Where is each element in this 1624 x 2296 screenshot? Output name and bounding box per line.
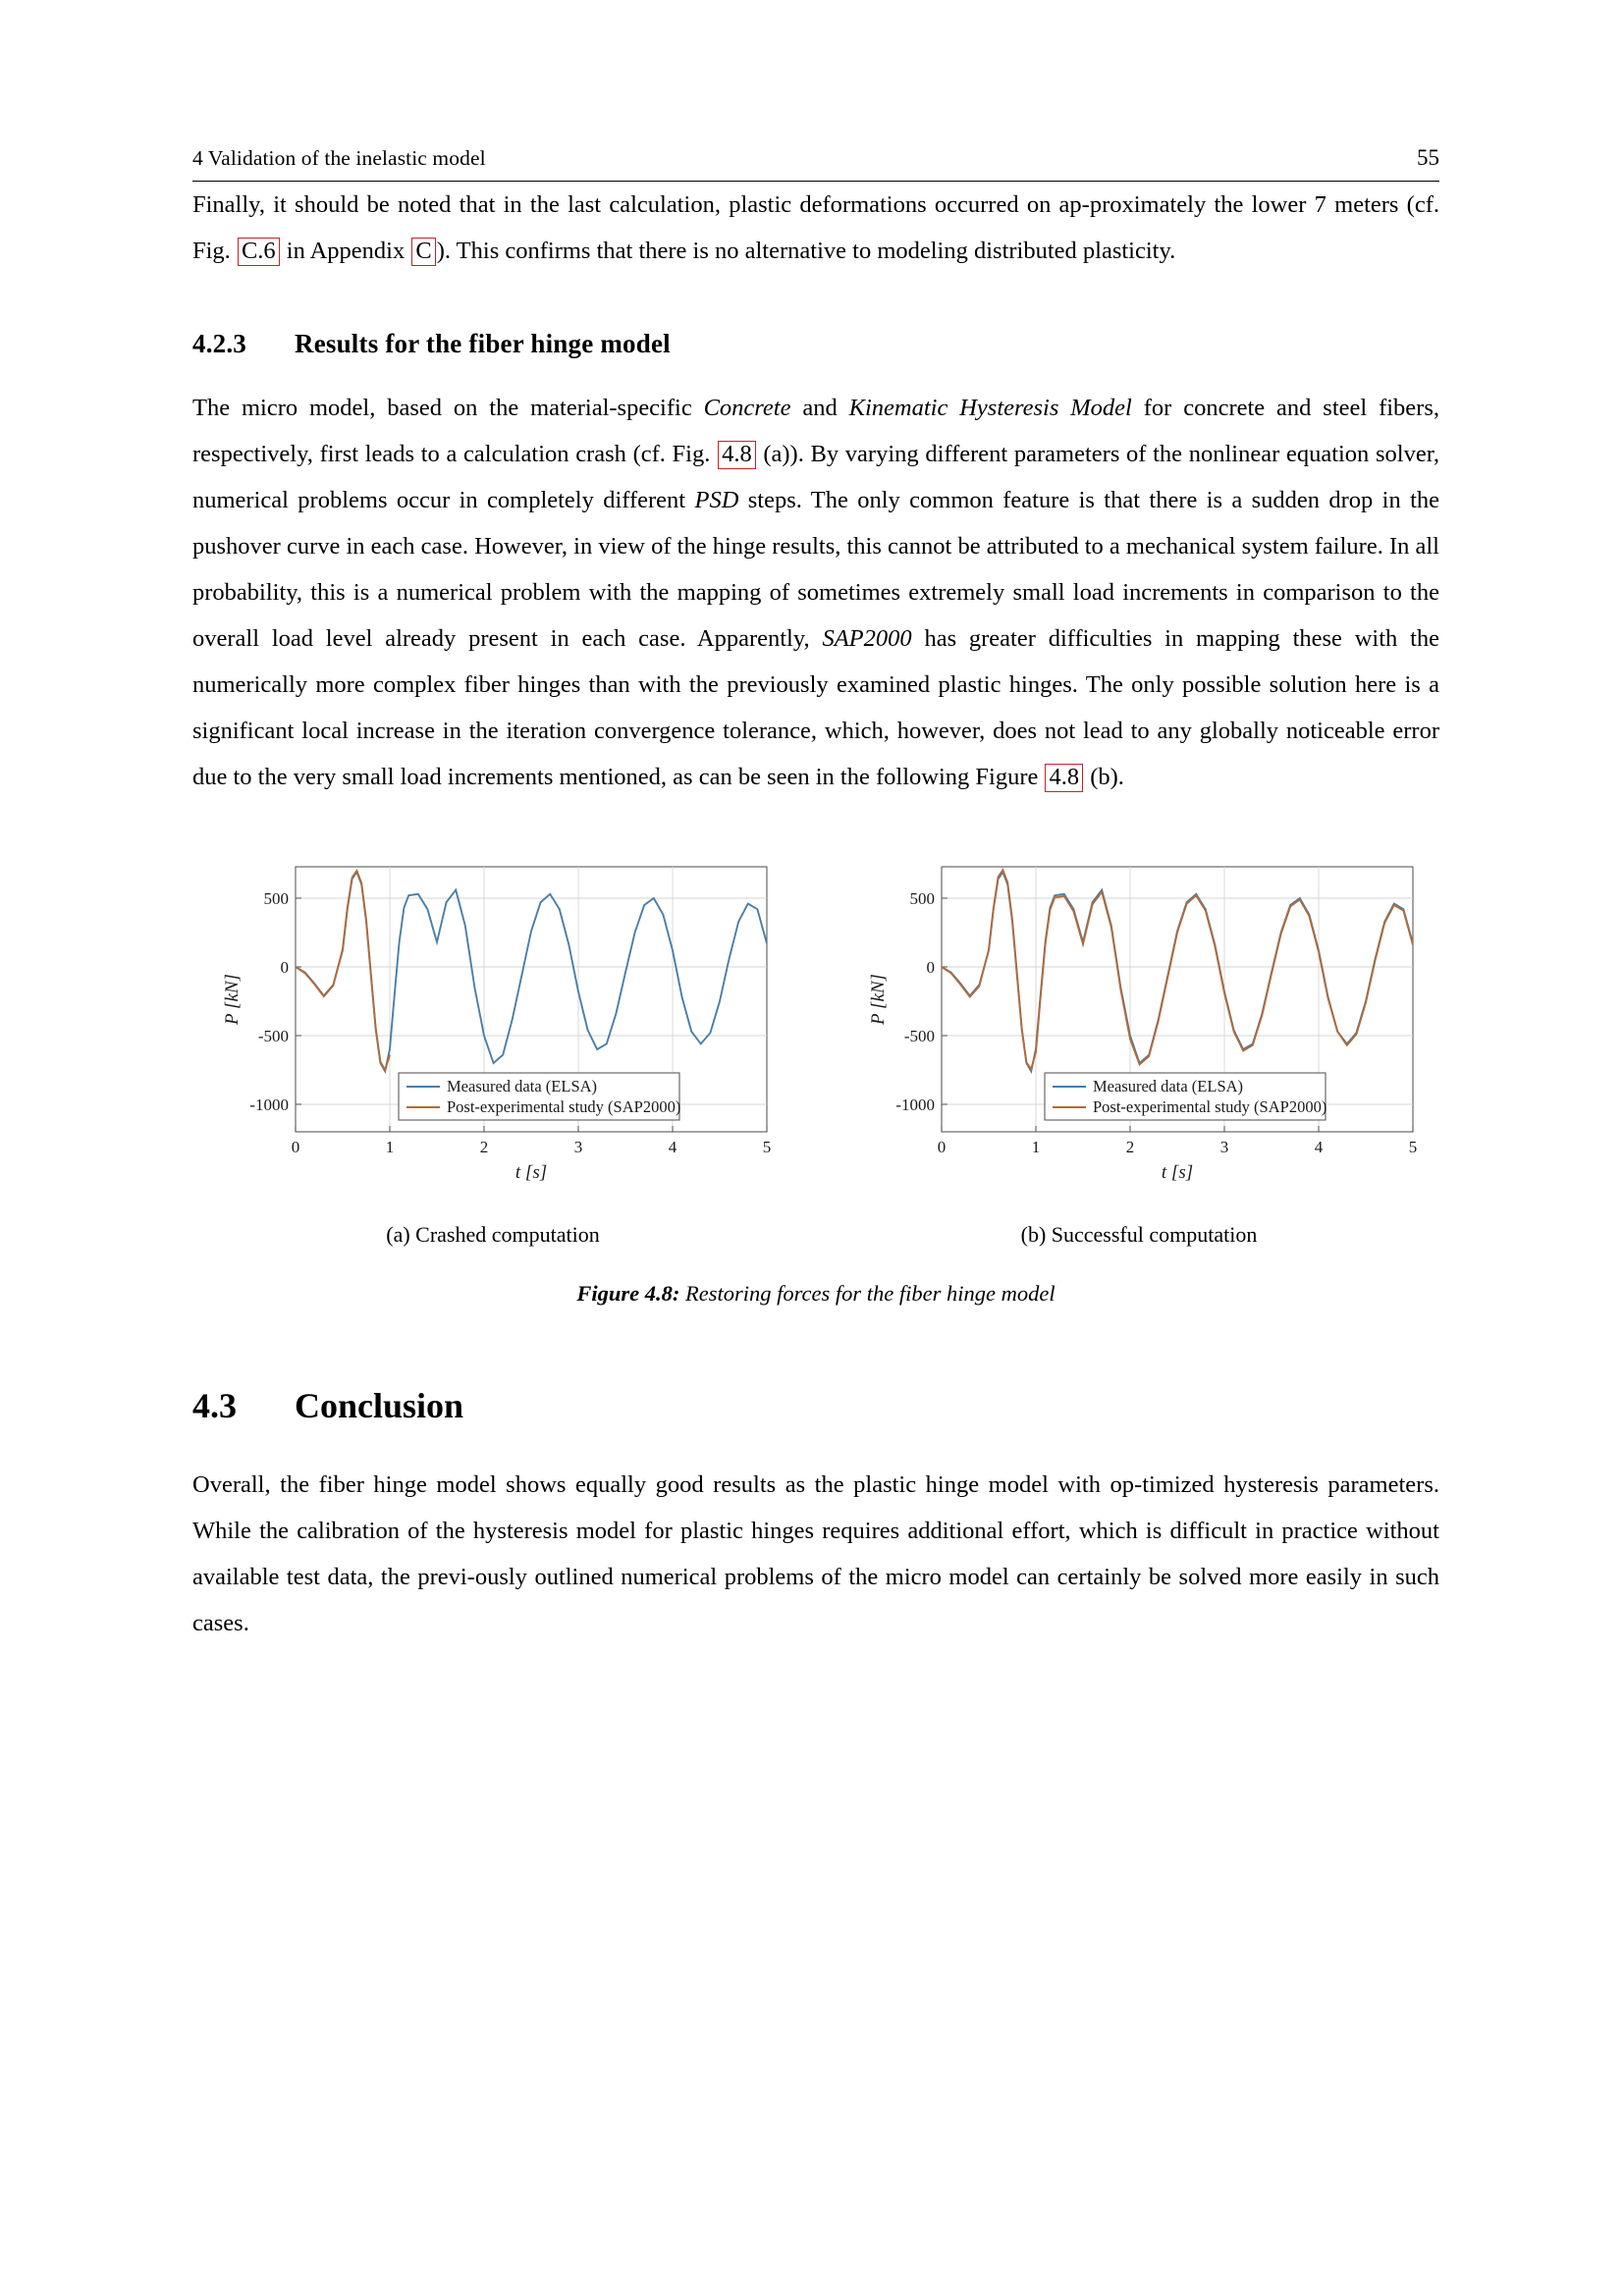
subfigure-a-caption: (a) Crashed computation: [386, 1222, 600, 1247]
x-tick-label: 2: [479, 1138, 489, 1156]
micro-text-7: (b).: [1084, 764, 1124, 790]
x-tick-label: 3: [573, 1138, 583, 1156]
intro-text-3: ). This confirms that there is no alternative to modeling distributed plasticity.: [436, 238, 1176, 264]
subfigure-row: [192, 853, 1439, 1248]
figure-caption: [192, 1281, 1439, 1307]
intro-text-1: Finally, it should be noted that in the last calculation, plastic deformations occurred on ap-proximately the lower 7 meters (cf. Fig.: [192, 191, 1439, 264]
legend-label-measured-a: Measured data (ELSA): [447, 1077, 598, 1095]
y-tick-label: 0: [926, 958, 935, 977]
paragraph-micro-model: [192, 385, 1439, 800]
legend-label-measured-b: Measured data (ELSA): [1093, 1077, 1244, 1095]
subfigure-a: [192, 853, 793, 1248]
figure-caption-label: Figure 4.8:: [576, 1281, 680, 1306]
cross-reference-fig-4-8-b[interactable]: 4.8: [1045, 764, 1083, 792]
cross-reference-c6[interactable]: C.6: [238, 238, 280, 266]
x-tick-label: 0: [291, 1138, 300, 1156]
y-tick-label: -500: [257, 1027, 289, 1045]
x-tick-label: 4: [668, 1138, 677, 1156]
x-tick-label: 2: [1125, 1138, 1135, 1156]
chart-fig-4-8-b: [839, 853, 1439, 1206]
legend-label-sap2000-b: Post-experimental study (SAP2000): [1093, 1097, 1327, 1116]
page-content: [192, 145, 1439, 1646]
section-number: 4.3: [192, 1386, 237, 1425]
term-concrete: Concrete: [703, 395, 791, 421]
legend-label-sap2000-a: Post-experimental study (SAP2000): [447, 1097, 681, 1116]
cross-reference-appendix-c[interactable]: C: [411, 238, 435, 266]
term-kinematic-hysteresis-model: Kinematic Hysteresis Model: [848, 395, 1132, 421]
figure-caption-text: Restoring forces for the fiber hinge model: [685, 1281, 1056, 1306]
figure-4-8: [192, 853, 1439, 1307]
cross-reference-fig-4-8-a[interactable]: 4.8: [718, 441, 756, 469]
micro-text-5: steps. The only common feature is that there is a sudden drop in the pushover curve in each case. However, in view of the hinge results, this cannot be attributed to a mechanical system failure. In all probability, this is a numerical problem with the mapping of sometimes extremely small load increments in comparison to the overall load level already present in each case. Apparently,: [192, 487, 1440, 652]
chart-fig-4-8-a: [192, 853, 793, 1206]
x-axis-label: t [s]: [514, 1162, 548, 1183]
subfigure-b: [839, 853, 1439, 1248]
x-tick-label: 3: [1219, 1138, 1229, 1156]
subsection-heading: [192, 329, 1439, 359]
y-tick-label: -500: [903, 1027, 935, 1045]
y-tick-label: 0: [280, 958, 289, 977]
y-tick-label: 500: [909, 889, 935, 908]
x-tick-label: 0: [937, 1138, 947, 1156]
x-tick-label: 5: [1408, 1138, 1418, 1156]
term-psd: PSD: [694, 487, 739, 513]
x-axis-label: t [s]: [1161, 1162, 1194, 1183]
paragraph-intro: [192, 182, 1439, 274]
y-axis-label: P [kN]: [868, 974, 889, 1025]
micro-text-4: (a)). By varying different parameters of the nonlinear equation solver, numerical problems occur in completely different: [192, 441, 1440, 513]
y-tick-label: -1000: [895, 1095, 935, 1114]
micro-text-3: for concrete and steel fibers, respectively, first leads to a calculation crash (cf. Fig.: [192, 395, 1439, 467]
y-tick-label: 500: [263, 889, 289, 908]
section-heading-conclusion: [192, 1385, 1439, 1426]
subfigure-b-caption: (b) Successful computation: [1020, 1222, 1258, 1247]
subsection-title: Results for the fiber hinge model: [295, 329, 671, 358]
subsection-number: 4.2.3: [192, 329, 246, 358]
section-title: Conclusion: [295, 1386, 464, 1425]
term-sap2000: SAP2000: [822, 625, 912, 652]
paragraph-conclusion: Overall, the fiber hinge model shows equally good results as the plastic hinge model with op-timized hysteresis parameters. While the calibration of the hysteresis model for plastic hinges requires additional effort, which is difficult in practice without available test data, the previ-ously outlined numerical problems of the micro model can certainly be solved more easily in such cases.: [192, 1471, 1439, 1636]
page-number: 55: [1417, 145, 1439, 170]
micro-text-1: The micro model, based on the material-specific: [192, 395, 704, 421]
y-axis-label: P [kN]: [222, 974, 243, 1025]
micro-text-2: and: [790, 395, 849, 421]
x-tick-label: 5: [762, 1138, 772, 1156]
x-tick-label: 1: [1031, 1138, 1041, 1156]
intro-text-2: in Appendix: [280, 238, 411, 264]
y-tick-label: -1000: [249, 1095, 289, 1114]
x-tick-label: 4: [1314, 1138, 1324, 1156]
running-head: [192, 145, 1439, 182]
running-head-chapter-title: 4 Validation of the inelastic model: [192, 146, 486, 170]
micro-text-6: has greater difficulties in mapping these with the numerically more complex fiber hinges than with the previously examined plastic hinges. The only possible solution here is a significant local increase in the iteration convergence tolerance, which, however, does not lead to any globally noticeable error due to the very small load increments mentioned, as can be seen in the following Figure: [192, 625, 1439, 790]
x-tick-label: 1: [385, 1138, 395, 1156]
